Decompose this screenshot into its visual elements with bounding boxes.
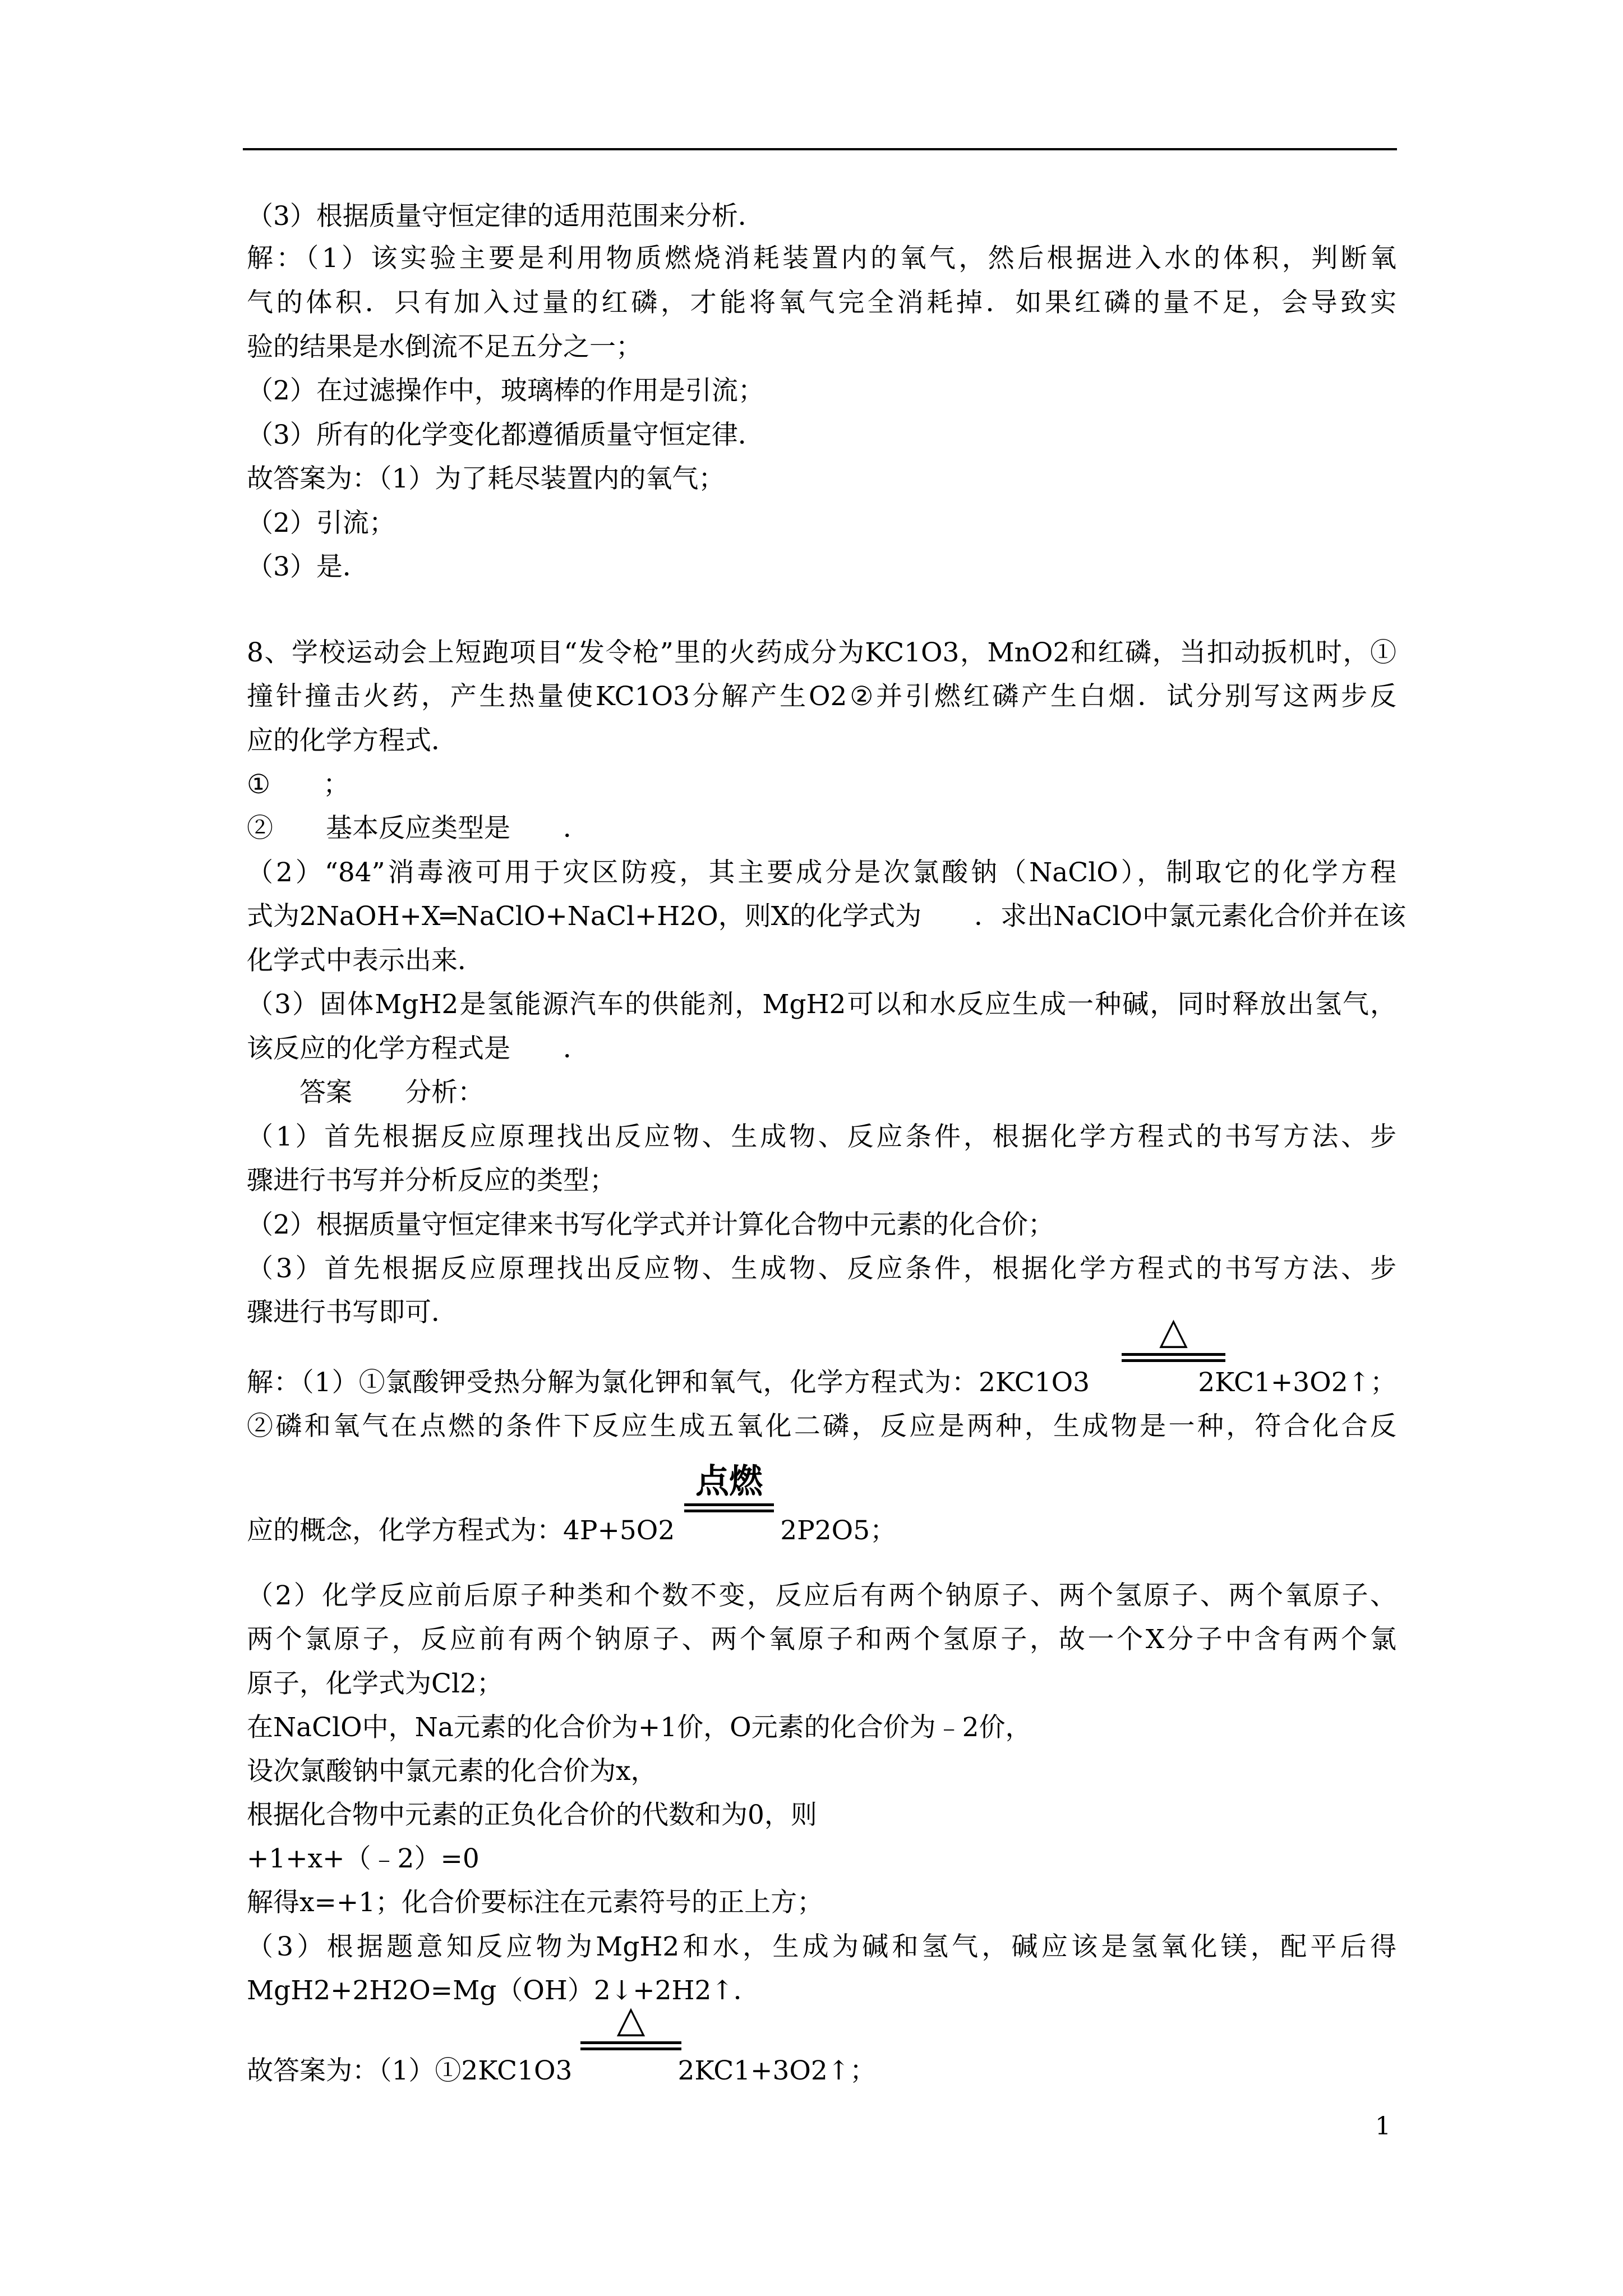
question-line: 撞针撞击火药，产生热量使KC1O3分解产生O2②并引燃红磷产生白烟．试分别写这两步反 bbox=[247, 681, 1396, 712]
equation-bar bbox=[684, 1503, 774, 1506]
equation-bar bbox=[580, 2041, 681, 2044]
text-line: （2）化学反应前后原子种类和个数不变，反应后有两个钠原子、两个氢原子、两个氧原子、 bbox=[247, 1580, 1396, 1611]
heat-condition bbox=[1122, 1309, 1225, 1362]
question-line: 式为2NaOH+X═NaClO+NaCl+H2O，则X的化学式为 ．求出NaClO中氯元素化合价并在该 bbox=[247, 901, 1406, 932]
equation-bar bbox=[684, 1510, 774, 1512]
question-line: （2）“84”消毒液可用于灾区防疫，其主要成分是次氯酸钠（NaClO），制取它的化学方程 bbox=[247, 857, 1396, 888]
equation-bar bbox=[1122, 1359, 1225, 1362]
question-line: ② 基本反应类型是 ． bbox=[247, 813, 589, 844]
text-line: 气的体积．只有加入过量的红磷，才能将氧气完全消耗掉．如果红磷的量不足，会导致实 bbox=[247, 287, 1396, 318]
text-line: +1+x+（﹣2）=0 bbox=[247, 1843, 479, 1874]
text-line: 根据化合物中元素的正负化合价的代数和为0，则 bbox=[247, 1800, 817, 1830]
text-line: （1）首先根据反应原理找出反应物、生成物、反应条件，根据化学方程式的书写方法、步 bbox=[247, 1121, 1396, 1152]
question-line: 化学式中表示出来． bbox=[247, 945, 484, 976]
text-line: 解：（1）①氯酸钾受热分解为氯化钾和氧气，化学方程式为：2KC1O3 2KC1+3O2↑； bbox=[247, 1367, 1396, 1398]
ignite-condition bbox=[684, 1462, 774, 1512]
text-line: 在NaClO中，Na元素的化合价为+1价，O元素的化合价为﹣2价， bbox=[247, 1712, 1032, 1743]
text-line: 验的结果是水倒流不足五分之一； bbox=[247, 332, 642, 362]
equation-bar bbox=[580, 2047, 681, 2050]
text-line: ②磷和氧气在点燃的条件下反应生成五氧化二磷，反应是两种，生成物是一种，符合化合反 bbox=[247, 1411, 1396, 1442]
text-line: （3）首先根据反应原理找出反应物、生成物、反应条件，根据化学方程式的书写方法、步 bbox=[247, 1253, 1396, 1284]
question-line: ① ； bbox=[247, 769, 350, 800]
question-line: 该反应的化学方程式是 ． bbox=[247, 1033, 589, 1064]
question-line: 应的化学方程式． bbox=[247, 725, 458, 756]
text-line: 骤进行书写并分析反应的类型； bbox=[247, 1165, 616, 1196]
header-rule bbox=[243, 148, 1397, 150]
text-line: （3）根据题意知反应物为MgH2和水，生成为碱和氢气，碱应该是氢氧化镁，配平后得 bbox=[247, 1931, 1396, 1962]
text-line: MgH2+2H2O=Mg（OH）2↓+2H2↑． bbox=[247, 1975, 760, 2006]
heat-condition bbox=[580, 2000, 681, 2050]
text-line: 解：（1）该实验主要是利用物质燃烧消耗装置内的氧气，然后根据进入水的体积，判断氧 bbox=[247, 243, 1396, 274]
page-number: 1 bbox=[1375, 2112, 1391, 2141]
text-line: 故答案为：（1）①2KC1O3 2KC1+3O2↑； bbox=[247, 2055, 877, 2086]
text-line: 两个氯原子，反应前有两个钠原子、两个氧原子和两个氢原子，故一个X分子中含有两个氯 bbox=[247, 1624, 1396, 1655]
text-line: （3）根据质量守恒定律的适用范围来分析． bbox=[247, 201, 764, 232]
equation-bar bbox=[1122, 1353, 1225, 1356]
text-line: （3）所有的化学变化都遵循质量守恒定律． bbox=[247, 420, 764, 450]
text-line: （2）在过滤操作中，玻璃棒的作用是引流； bbox=[247, 375, 764, 406]
text-line: （2）引流； bbox=[247, 508, 395, 539]
heat-symbol-icon: △ bbox=[616, 1998, 645, 2041]
text-line: （2）根据质量守恒定律来书写化学式并计算化合物中元素的化合价； bbox=[247, 1209, 1054, 1240]
text-line: 骤进行书写即可． bbox=[247, 1297, 458, 1328]
heat-symbol-icon: △ bbox=[1159, 1309, 1188, 1352]
text-line: 原子，化学式为Cl2； bbox=[247, 1668, 503, 1699]
text-line: 应的概念，化学方程式为：4P+5O2 2P2O5； bbox=[247, 1515, 897, 1546]
answer-heading: 答案 分析： bbox=[247, 1077, 484, 1108]
text-line: 故答案为：（1）为了耗尽装置内的氧气； bbox=[247, 463, 725, 494]
text-line: 设次氯酸钠中氯元素的化合价为x， bbox=[247, 1756, 657, 1787]
question-line: （3）固体MgH2是氢能源汽车的供能剂，MgH2可以和水反应生成一种碱，同时释放出氢气， bbox=[247, 989, 1396, 1020]
text-line: 解得x=+1；化合价要标注在元素符号的正上方； bbox=[247, 1887, 824, 1918]
ignite-label: 点燃 bbox=[695, 1462, 763, 1501]
text-line: （3）是． bbox=[247, 551, 369, 582]
question-line: 8、学校运动会上短跑项目“发令枪”里的火药成分为KC1O3，MnO2和红磷，当扣动扳机时，① bbox=[247, 637, 1396, 668]
